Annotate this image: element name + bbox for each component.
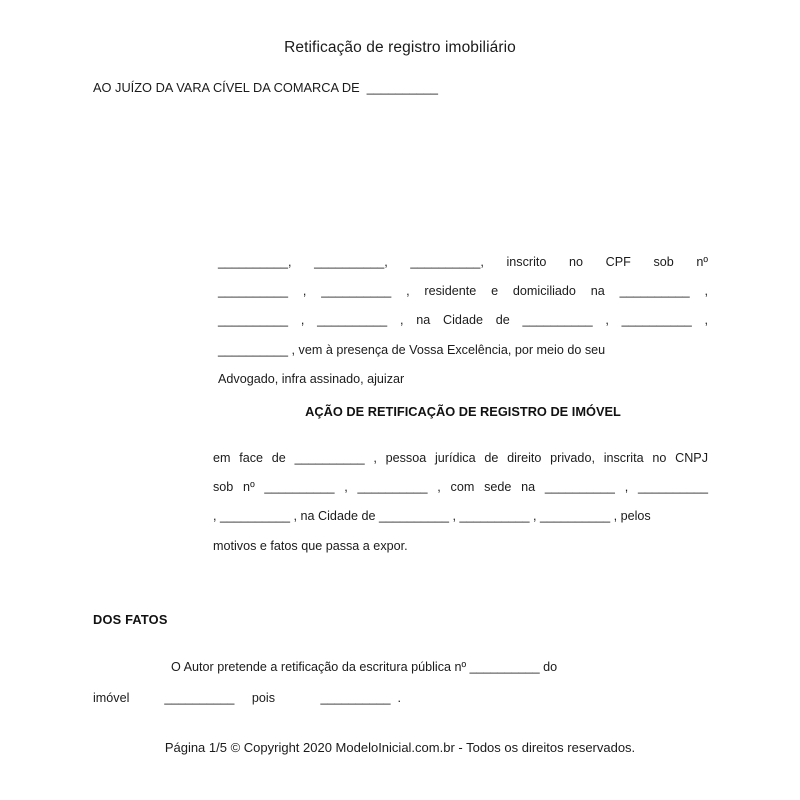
qualification-line-5: Advogado, infra assinado, ajuizar: [218, 371, 405, 386]
facts-line-1: O Autor pretende a retificação da escritura pública nº __________ do: [171, 660, 558, 674]
facts-paragraph: [93, 652, 708, 714]
defendant-line-4: motivos e fatos que passa a expor.: [213, 538, 408, 553]
qualification-line-3: __________ , __________ , na Cidade de __________ , __________ ,: [218, 313, 708, 328]
defendant-line-1: em face de __________ , pessoa jurídica de direito privado, inscrita no CNPJ: [213, 451, 708, 465]
page-title: Retificação de registro imobiliário: [284, 39, 516, 56]
action-heading: AÇÃO DE RETIFICAÇÃO DE REGISTRO DE IMÓVEL: [305, 404, 621, 419]
plaintiff-qualification-paragraph: [218, 248, 708, 394]
qualification-line-1: __________, __________, __________, inscrito no CPF sob nº: [218, 255, 708, 269]
addressee-line: AO JUÍZO DA VARA CÍVEL DA COMARCA DE __________: [93, 80, 438, 95]
section-heading-dos-fatos: DOS FATOS: [93, 612, 168, 627]
facts-line-2: imóvel __________ pois __________ .: [93, 691, 402, 705]
defendant-line-3: , __________ , na Cidade de __________ , __________ , __________ , pelos: [213, 509, 651, 524]
defendant-qualification-paragraph: [213, 444, 708, 561]
page-footer: Página 1/5 © Copyright 2020 ModeloInicial.com.br - Todos os direitos reservados.: [164, 740, 636, 755]
qualification-line-2: __________ , __________ , residente e domiciliado na __________ ,: [218, 284, 708, 299]
defendant-line-2: sob nº __________ , __________ , com sede na __________ , __________: [213, 480, 708, 495]
qualification-line-4: __________ , vem à presença de Vossa Excelência, por meio do seu: [218, 342, 606, 357]
